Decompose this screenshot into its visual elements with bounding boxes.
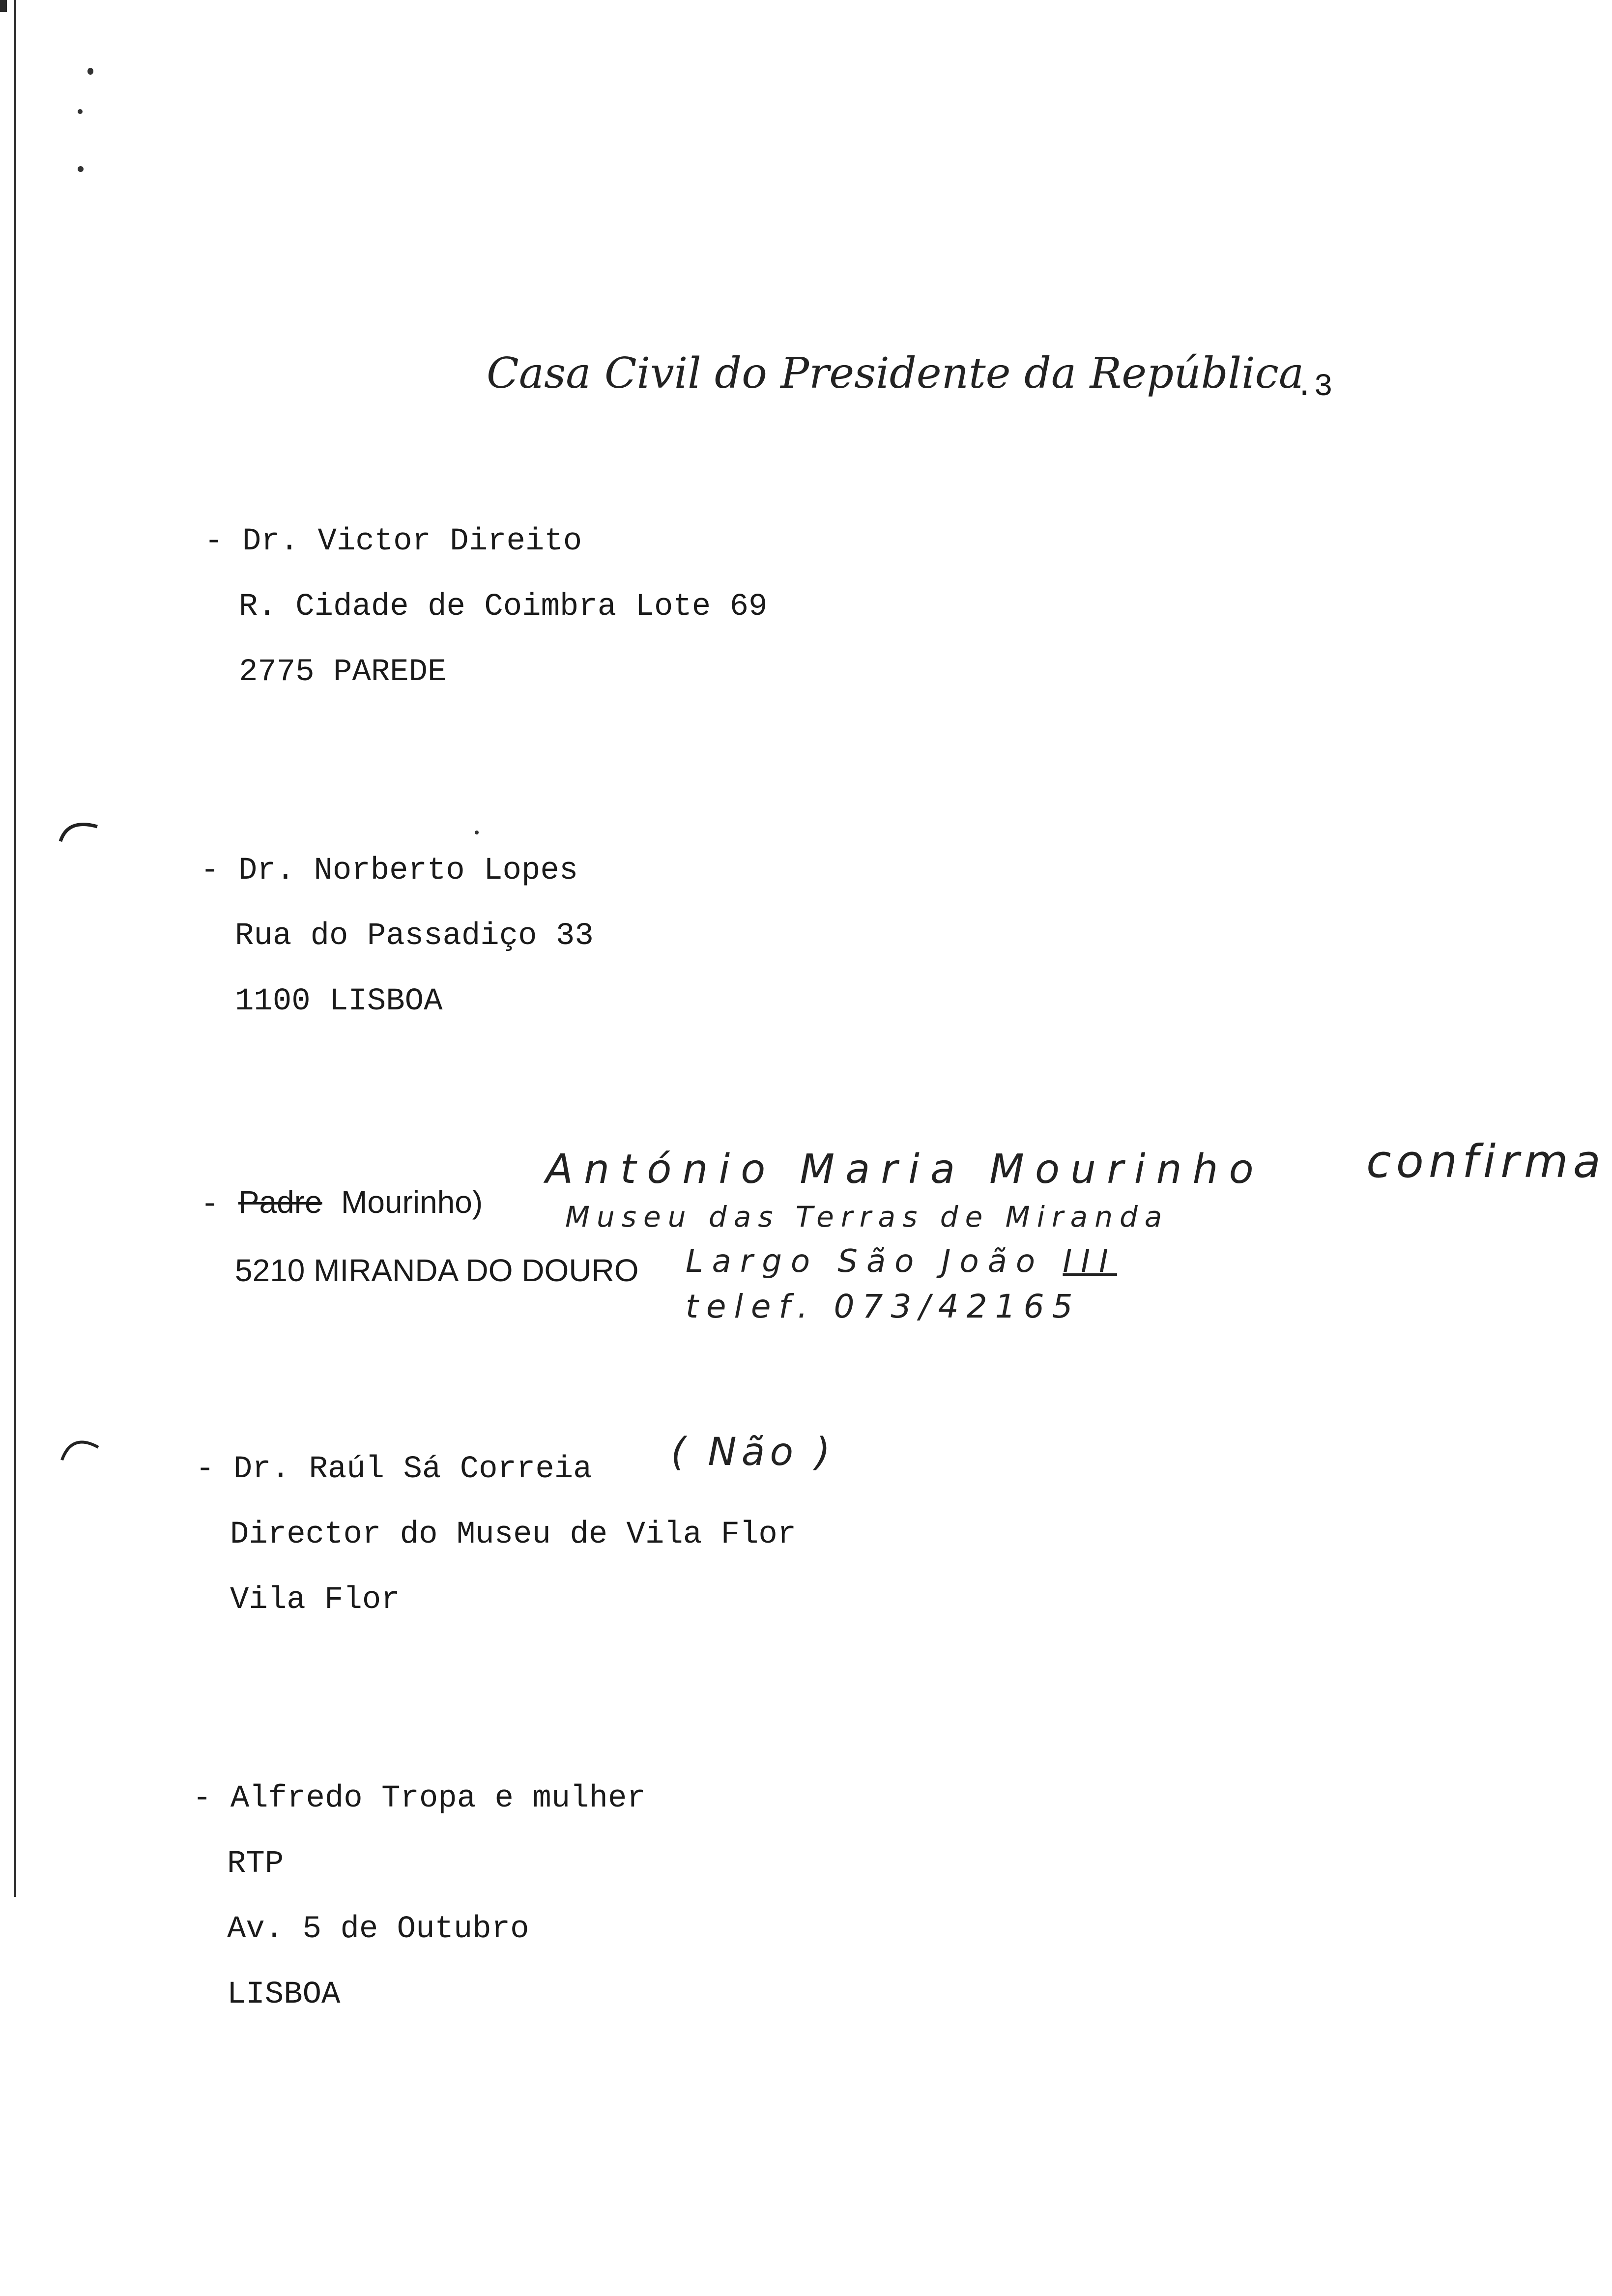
scan-speck [475, 831, 479, 834]
entry-address-line: Rua do Passadiço 33 [235, 918, 594, 954]
entry-address-line: RTP [227, 1846, 284, 1882]
entry-name: - Dr. Norberto Lopes [201, 853, 578, 889]
letterhead: Casa Civil do Presidente da República [487, 349, 1304, 398]
left-margin-line [14, 0, 16, 1897]
scan-speck [87, 68, 93, 75]
entry-address-line: 1100 LISBOA [235, 984, 443, 1019]
handwritten-museum: Museu das Terras de Miranda [565, 1200, 1169, 1234]
punch-hole-mark [58, 1433, 102, 1462]
handwritten-no: ( Não ) [671, 1430, 835, 1474]
entry-dash: - [201, 1187, 220, 1223]
handwritten-street: Largo São João [686, 1243, 1044, 1280]
corner-mark [0, 0, 7, 12]
entry-address-line: 2775 PAREDE [239, 655, 447, 690]
address-entry-5 [193, 1766, 646, 2028]
entry-name: Mourinho) [341, 1184, 483, 1220]
entry-address-line: 5210 MIRANDA DO DOURO [235, 1253, 639, 1288]
handwritten-phone: telef. 073/42165 [686, 1288, 1081, 1325]
entry-address-line: Director do Museu de Vila Flor [230, 1517, 797, 1552]
punch-hole-mark [58, 816, 102, 845]
entry-address-line: LISBOA [227, 1977, 341, 2012]
page-number: .3 [1295, 370, 1333, 405]
handwritten-address [686, 1243, 1117, 1280]
handwritten-roman-numeral: III [1063, 1243, 1118, 1280]
handwritten-confirm: confirma [1366, 1135, 1606, 1188]
address-entry-1 [204, 509, 768, 705]
entry-address-line: R. Cidade de Coimbra Lote 69 [239, 589, 768, 625]
scan-speck [78, 109, 83, 114]
entry-name: - Dr. Victor Direito [204, 524, 582, 559]
handwritten-full-name: António Maria Mourinho [546, 1146, 1265, 1193]
entry-name: - Dr. Raúl Sá Correia [196, 1452, 592, 1487]
scan-speck [78, 166, 84, 172]
entry-address-line: Vila Flor [230, 1582, 400, 1618]
entry-name: - Alfredo Tropa e mulher [193, 1781, 646, 1816]
address-entry-2 [201, 838, 594, 1034]
struck-title: Padre [238, 1184, 322, 1220]
entry-address-line: Av. 5 de Outubro [227, 1912, 529, 1947]
